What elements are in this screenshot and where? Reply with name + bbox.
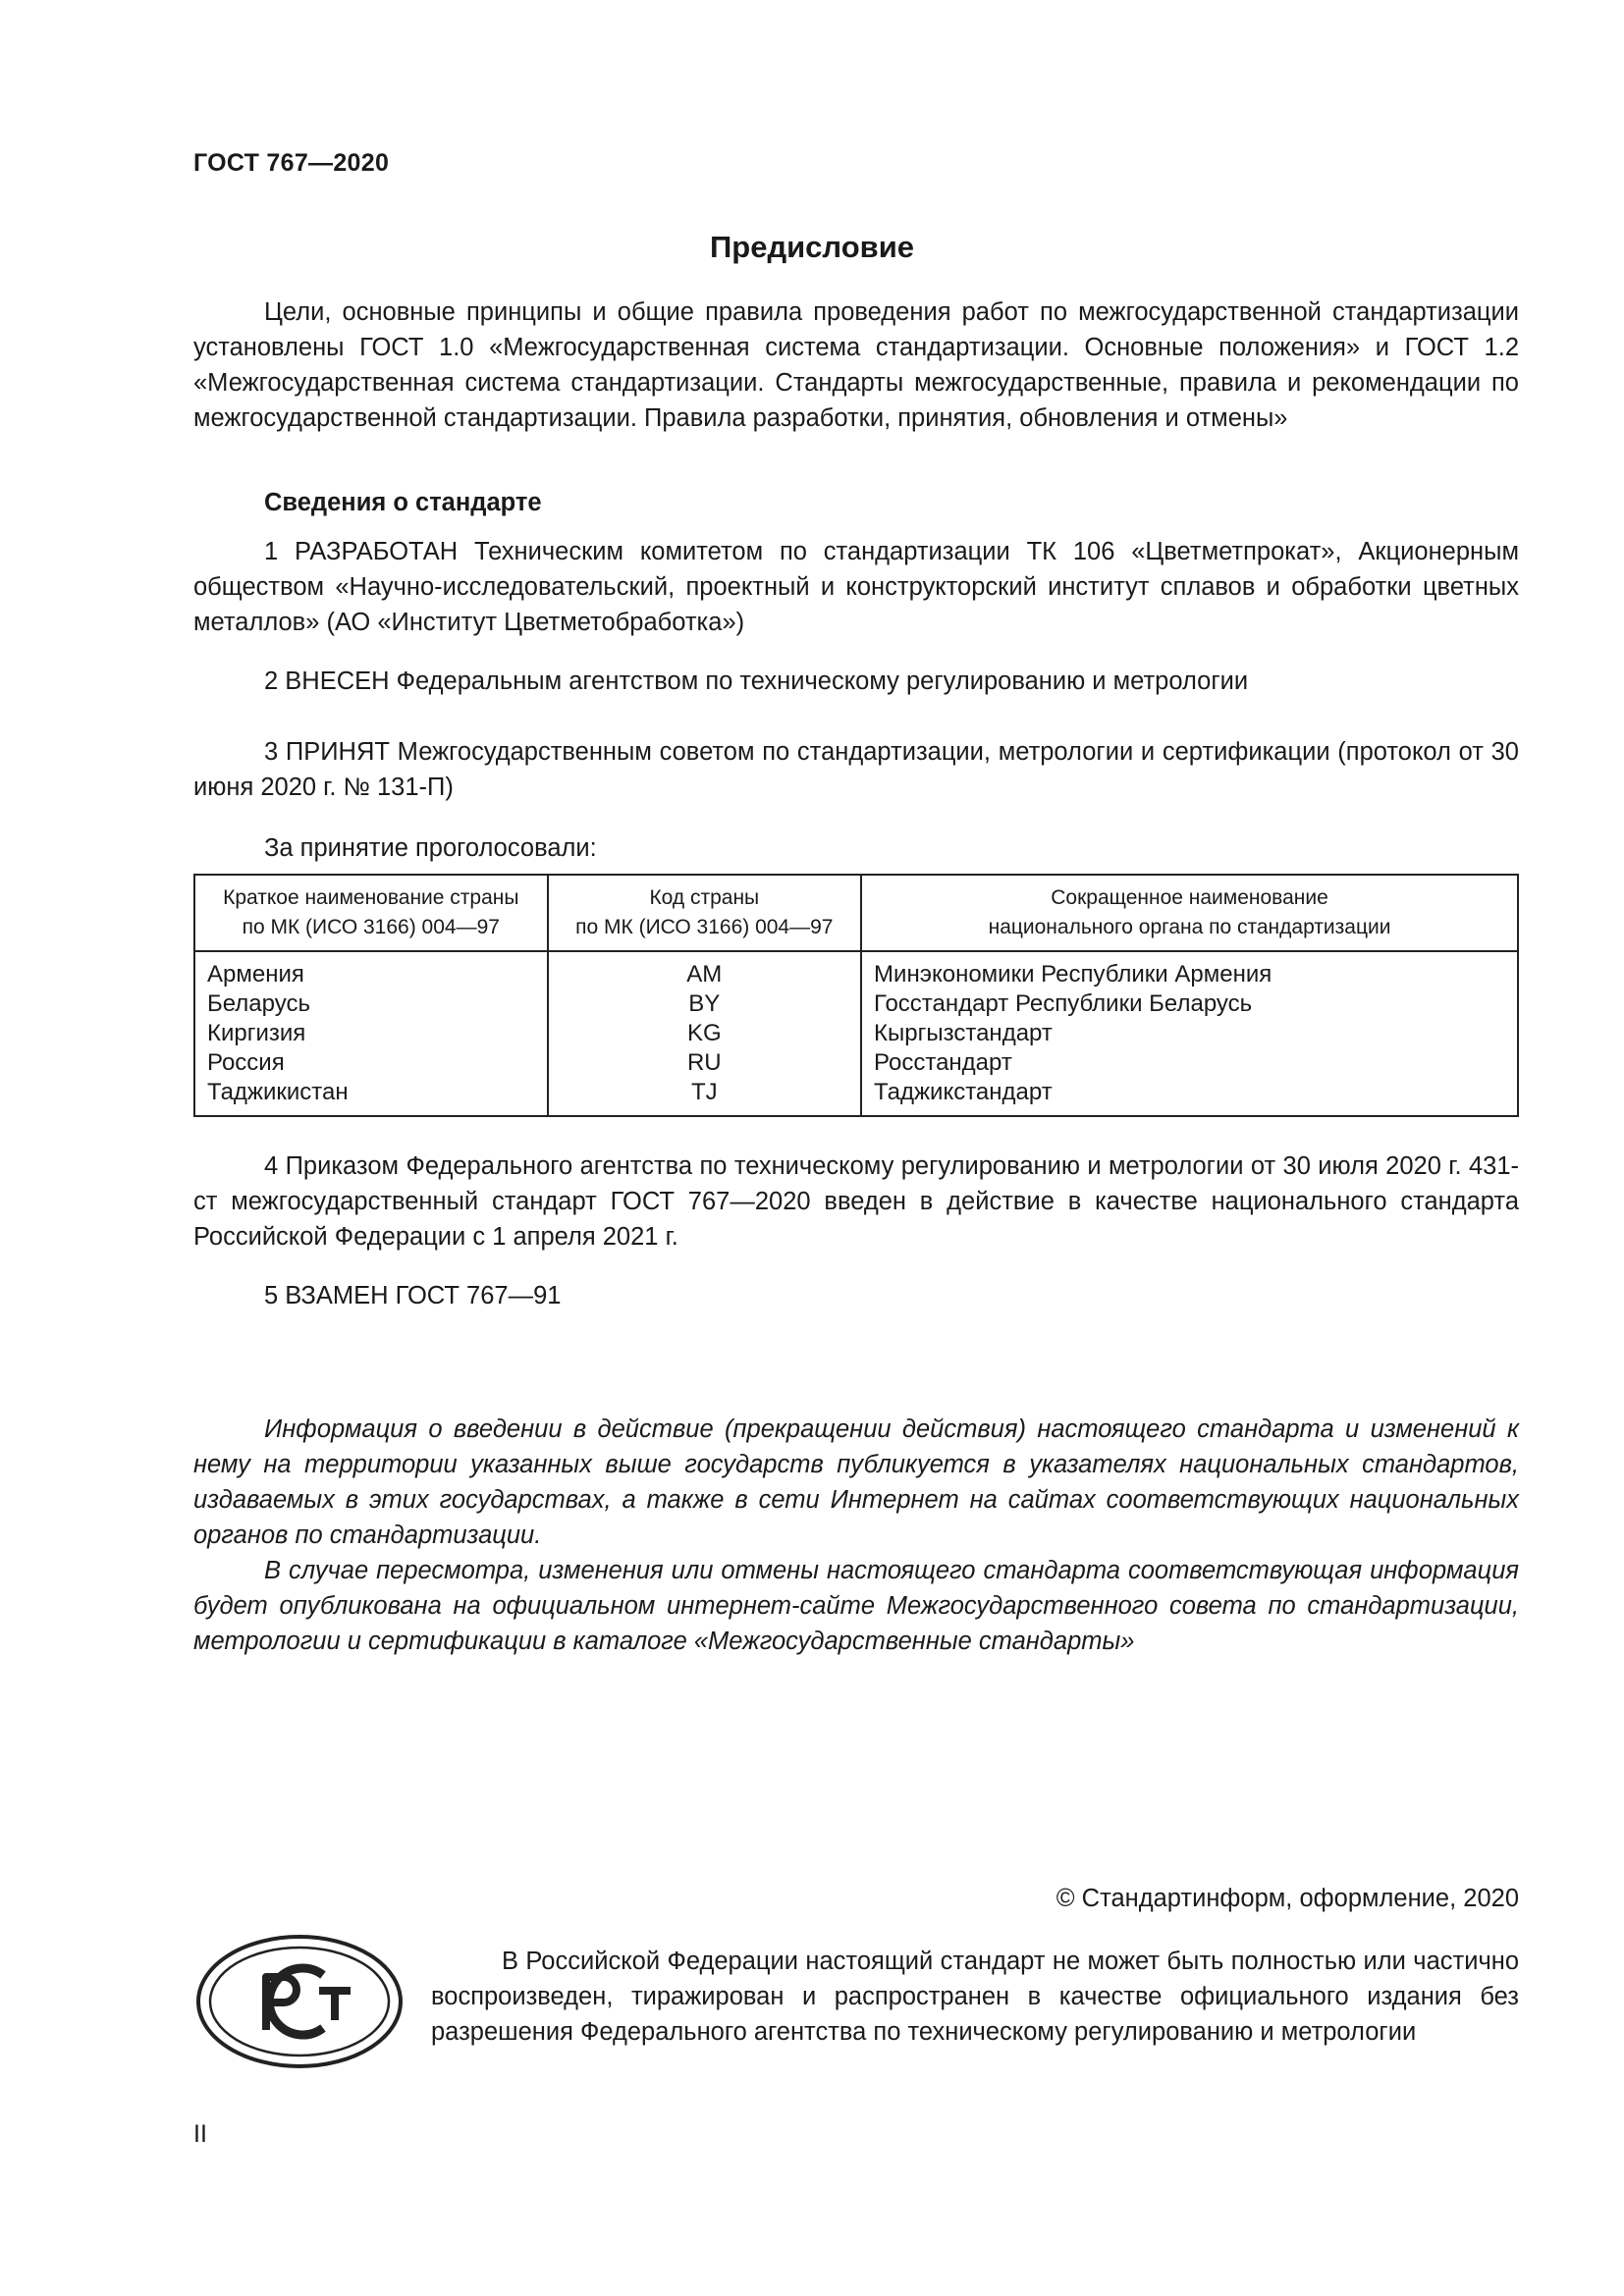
legal-text: В Российской Федерации настоящий стандарт не может быть полностью или частично воспроизведен, тиражирован и распространен в качестве официального издания без разрешения Федерального агентства по техническому регулированию и метрологии bbox=[431, 1948, 1519, 2046]
code-cell: TJ bbox=[548, 1078, 861, 1116]
table-row bbox=[194, 1048, 1518, 1078]
body-cell: Росстандарт bbox=[861, 1048, 1518, 1078]
note-1: Информация о введении в действие (прекращении действия) настоящего стандарта и изменений к нему на территории указанных выше государств публикуется в указателях национальных стандартов, издаваемых в этих государствах, а также в сети Интернет на сайтах соответствующих национальных органов по стандартизации. bbox=[193, 1415, 1519, 1549]
intro-paragraph bbox=[193, 294, 1519, 436]
item-1 bbox=[193, 534, 1519, 640]
item-3-text: 3 ПРИНЯТ Межгосударственным советом по стандартизации, метрологии и сертификации (протокол от 30 июня 2020 г. № 131-П) bbox=[193, 738, 1519, 801]
country-cell: Беларусь bbox=[194, 989, 548, 1019]
rst-logo-icon bbox=[193, 1932, 406, 2076]
page-title: Предисловие bbox=[709, 230, 914, 264]
column-header-code: Код страны по МК (ИСО 3166) 004—97 bbox=[548, 875, 861, 951]
item-5: 5 ВЗАМЕН ГОСТ 767—91 bbox=[264, 1282, 562, 1309]
country-cell: Таджикистан bbox=[194, 1078, 548, 1116]
column-header-body: Сокращенное наименование национального органа по стандартизации bbox=[861, 875, 1518, 951]
legal-notice bbox=[431, 1944, 1519, 2050]
table-row bbox=[194, 989, 1518, 1019]
notes-block bbox=[193, 1412, 1519, 1659]
voting-table bbox=[193, 874, 1519, 1117]
table-header-row bbox=[194, 875, 1518, 951]
item-1-text: 1 РАЗРАБОТАН Техническим комитетом по стандартизации ТК 106 «Цветметпрокат», Акционерным обществом «Научно-исследовательский, проектный и конструкторский институт сплавов и обработки цветных металлов» (АО «Институт Цветметобработка») bbox=[193, 538, 1519, 636]
country-cell: Киргизия bbox=[194, 1019, 548, 1048]
column-header-country: Краткое наименование страны по МК (ИСО 3166) 004—97 bbox=[194, 875, 548, 951]
table-row bbox=[194, 1019, 1518, 1048]
copyright-line: © Стандартинформ, оформление, 2020 bbox=[1056, 1885, 1519, 1912]
body-cell: Госстандарт Республики Беларусь bbox=[861, 989, 1518, 1019]
note-2: В случае пересмотра, изменения или отмены настоящего стандарта соответствующая информация будет опубликована на официальном интернет-сайте Межгосударственного совета по стандартизации, метрологии и сертификации в каталоге «Межгосударственные стандарты» bbox=[193, 1557, 1519, 1655]
document-id-header: ГОСТ 767—2020 bbox=[193, 149, 390, 177]
code-cell: AM bbox=[548, 951, 861, 989]
table-row bbox=[194, 951, 1518, 989]
table-row bbox=[194, 1078, 1518, 1116]
item-3 bbox=[193, 734, 1519, 805]
item-2: 2 ВНЕСЕН Федеральным агентством по техническому регулированию и метрологии bbox=[264, 667, 1249, 695]
code-cell: RU bbox=[548, 1048, 861, 1078]
voted-label: За принятие проголосовали: bbox=[264, 834, 597, 862]
info-heading: Сведения о стандарте bbox=[264, 489, 542, 516]
body-cell: Минэкономики Республики Армения bbox=[861, 951, 1518, 989]
item-4-text: 4 Приказом Федерального агентства по техническому регулированию и метрологии от 30 июля 2020 г. 431-ст межгосударственный стандарт ГОСТ 767—2020 введен в действие в качестве национального стандарта Российской Федерации с 1 апреля 2021 г. bbox=[193, 1152, 1519, 1251]
intro-text: Цели, основные принципы и общие правила проведения работ по межгосударственной стандартизации установлены ГОСТ 1.0 «Межгосударственная система стандартизации. Основные положения» и ГОСТ 1.2 «Межгосударственная система стандартизации. Стандарты межгосударственные, правила и рекомендации по межгосударственной стандартизации. Правила разработки, принятия, обновления и отмены» bbox=[193, 298, 1519, 432]
page-number: II bbox=[193, 2120, 207, 2148]
code-cell: KG bbox=[548, 1019, 861, 1048]
item-4 bbox=[193, 1148, 1519, 1255]
country-cell: Армения bbox=[194, 951, 548, 989]
body-cell: Кыргызстандарт bbox=[861, 1019, 1518, 1048]
code-cell: BY bbox=[548, 989, 861, 1019]
body-cell: Таджикстандарт bbox=[861, 1078, 1518, 1116]
country-cell: Россия bbox=[194, 1048, 548, 1078]
